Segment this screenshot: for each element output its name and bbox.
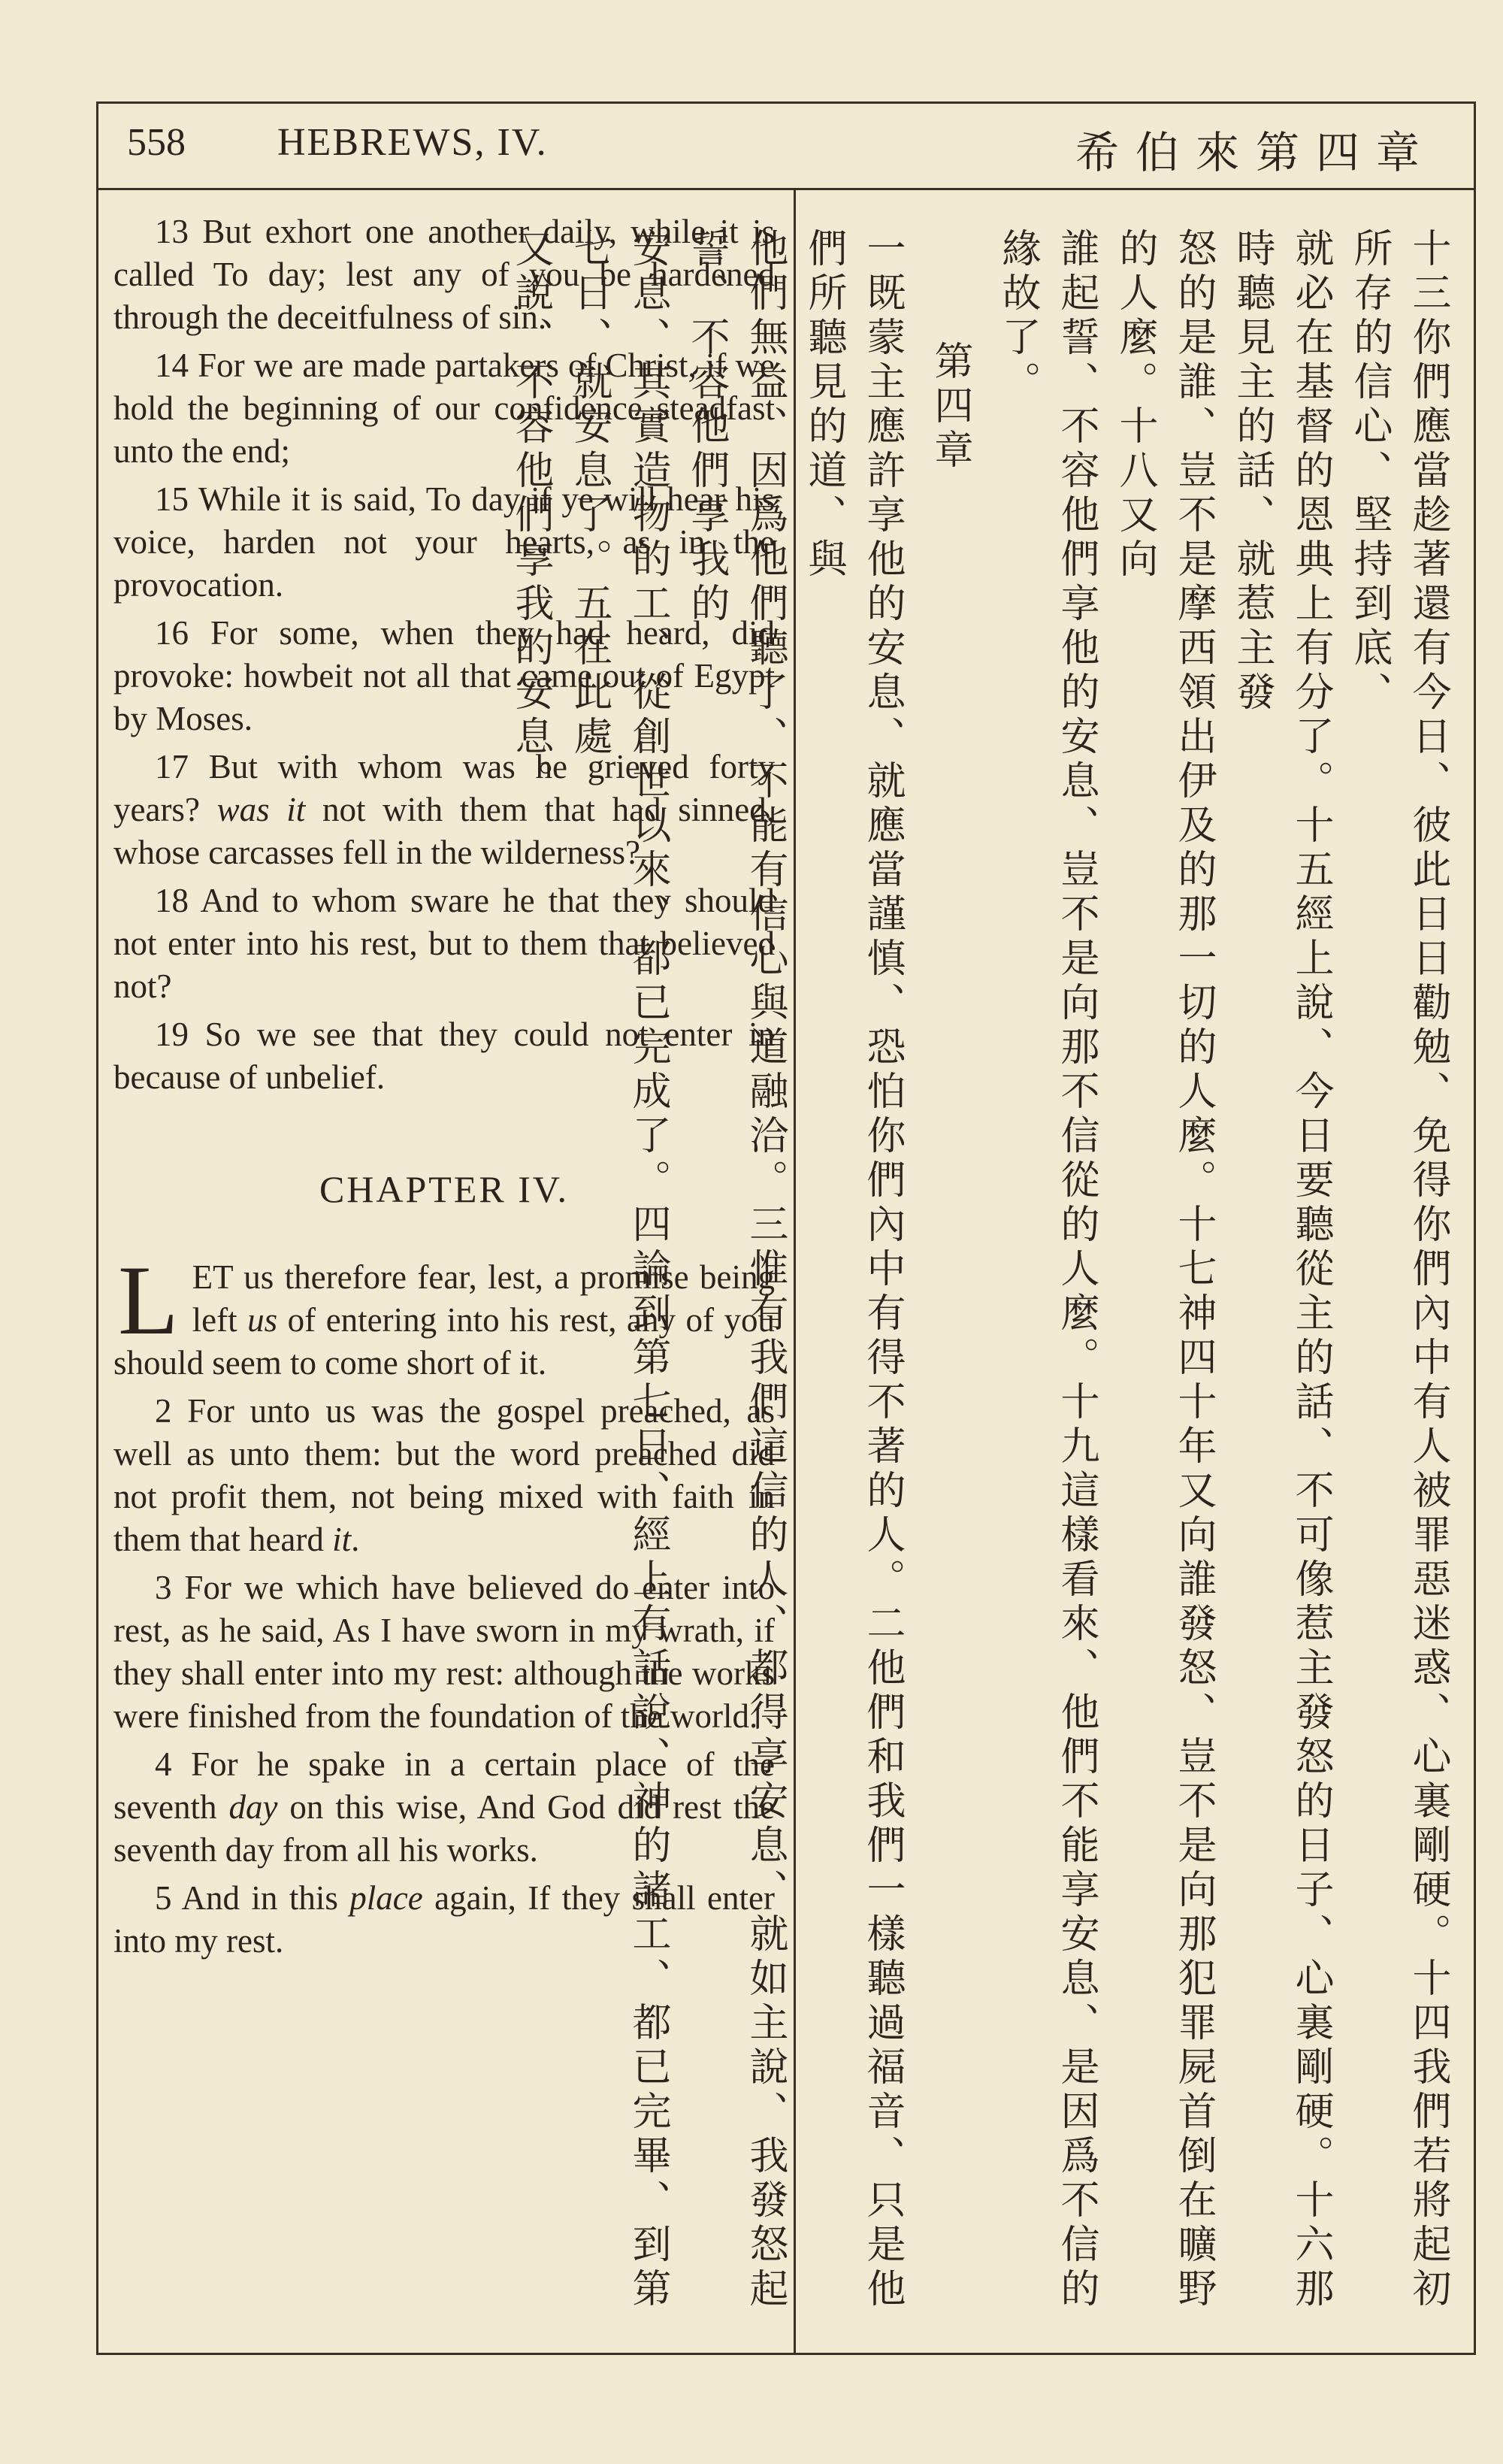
- page-number: 558: [127, 121, 186, 164]
- verse-paragraph: 16 For some, when they had heard, did provoke: howbeit not all that came out of Egypt by Moses.: [113, 614, 775, 737]
- verse-paragraph: 3 For we which have believed do enter into rest, as he said, As I have sworn in my wrath, if they shall enter into my rest: although the works were finished from the foundation of the world.: [113, 1569, 775, 1735]
- verse-paragraph: 19 So we see that they could not enter in because of unbelief.: [113, 1016, 775, 1096]
- page-frame: [96, 101, 1476, 2355]
- verse-paragraph: 4 For he spake in a certain place of the seventh day on this wise, And God did rest the seventh day from all his works.: [113, 1745, 776, 1869]
- verse-paragraph: 2 For unto us was the gospel preached, as well as unto them: but the word preached did not profit them, not being mixed with faith in them that heard it.: [113, 1392, 775, 1558]
- chinese-text-line: 又說、不容他們享我的安息。: [508, 228, 553, 804]
- verse-paragraph: LET us therefore fear, lest, a promise being left us of entering into his rest, any of you should seem to come short of it.: [113, 1245, 776, 1382]
- verse-paragraph: 14 For we are made partakers of Christ, if we hold the beginning of our confidence steadfast unto the end;: [113, 347, 775, 470]
- chinese-text-column: [508, 228, 1457, 2332]
- verse-paragraph: 17 But with whom was he grieved forty years? was it not with them that had sinned, whose carcasses fell in the wilderness?: [113, 748, 775, 871]
- chinese-text-line: 一既蒙主應許享他的安息、就應當謹慎、恐怕你們內中有得不著的人。二他們和我們一樣聽過福音、只是他們所聽見的道、與: [801, 228, 905, 2312]
- verse-paragraph: 15 While it is said, To day if ye will hear his voice, harden not your hearts, as in the provocation.: [113, 480, 775, 604]
- chinese-text-line: 就必在基督的恩典上有分了。十五經上說、今日要聽從主的話、不可像惹主發怒的日子、心裏剛硬。十六那時聽見主的話、就惹主發: [1229, 228, 1333, 2312]
- chinese-text-line: 十三你們應當趁著還有今日、彼此日日勸勉、免得你們內中有人被罪惡迷惑、心裏剛硬。十四我們若將起初所存的信心、堅持到底、: [1347, 228, 1450, 2312]
- verse-paragraph: 18 And to whom sware he that they should not enter into his rest, but to them that believed not?: [113, 882, 775, 1005]
- chinese-text-line: 怒的是誰、豈不是摩西領出伊及的那一切的人麼。十七神四十年又向誰發怒、豈不是向那犯罪屍首倒在曠野的人麼。十八又向: [1112, 228, 1216, 2312]
- chinese-text-line: 誰起誓、不容他們享他的安息、豈不是向那不信從的人麼。十九這樣看來、他們不能享安息、是因爲不信的緣故了。: [995, 228, 1099, 2312]
- chinese-text-line: 他們無益、因爲他們聽了、不能有信心與道融洽。三惟有我們這信的人、都得享安息、就如主說、我發怒起誓、不容他們享我的: [684, 228, 788, 2312]
- chinese-chapter-heading: 第四章: [927, 341, 972, 474]
- chapter-heading: CHAPTER IV.: [319, 1168, 570, 1210]
- running-title: HEBREWS, IV.: [277, 121, 548, 164]
- chinese-text-line: 安息、其實造物的工、從創世以來、都已完成了。四論到第七日、經上有話說、神的諸工、都已完畢、到第七日、就安息了。五在此處: [567, 228, 670, 2312]
- page-header: [98, 104, 1474, 190]
- verse-paragraph: 13 But exhort one another daily, while it is called To day; lest any of you be hardened through the deceitfulness of sin.: [113, 213, 775, 336]
- chinese-running-title: 希伯來第四章: [1075, 127, 1436, 178]
- drop-cap: L: [118, 1245, 179, 1355]
- verse-paragraph: 5 And in this place again, If they shall enter into my rest.: [113, 1879, 775, 1960]
